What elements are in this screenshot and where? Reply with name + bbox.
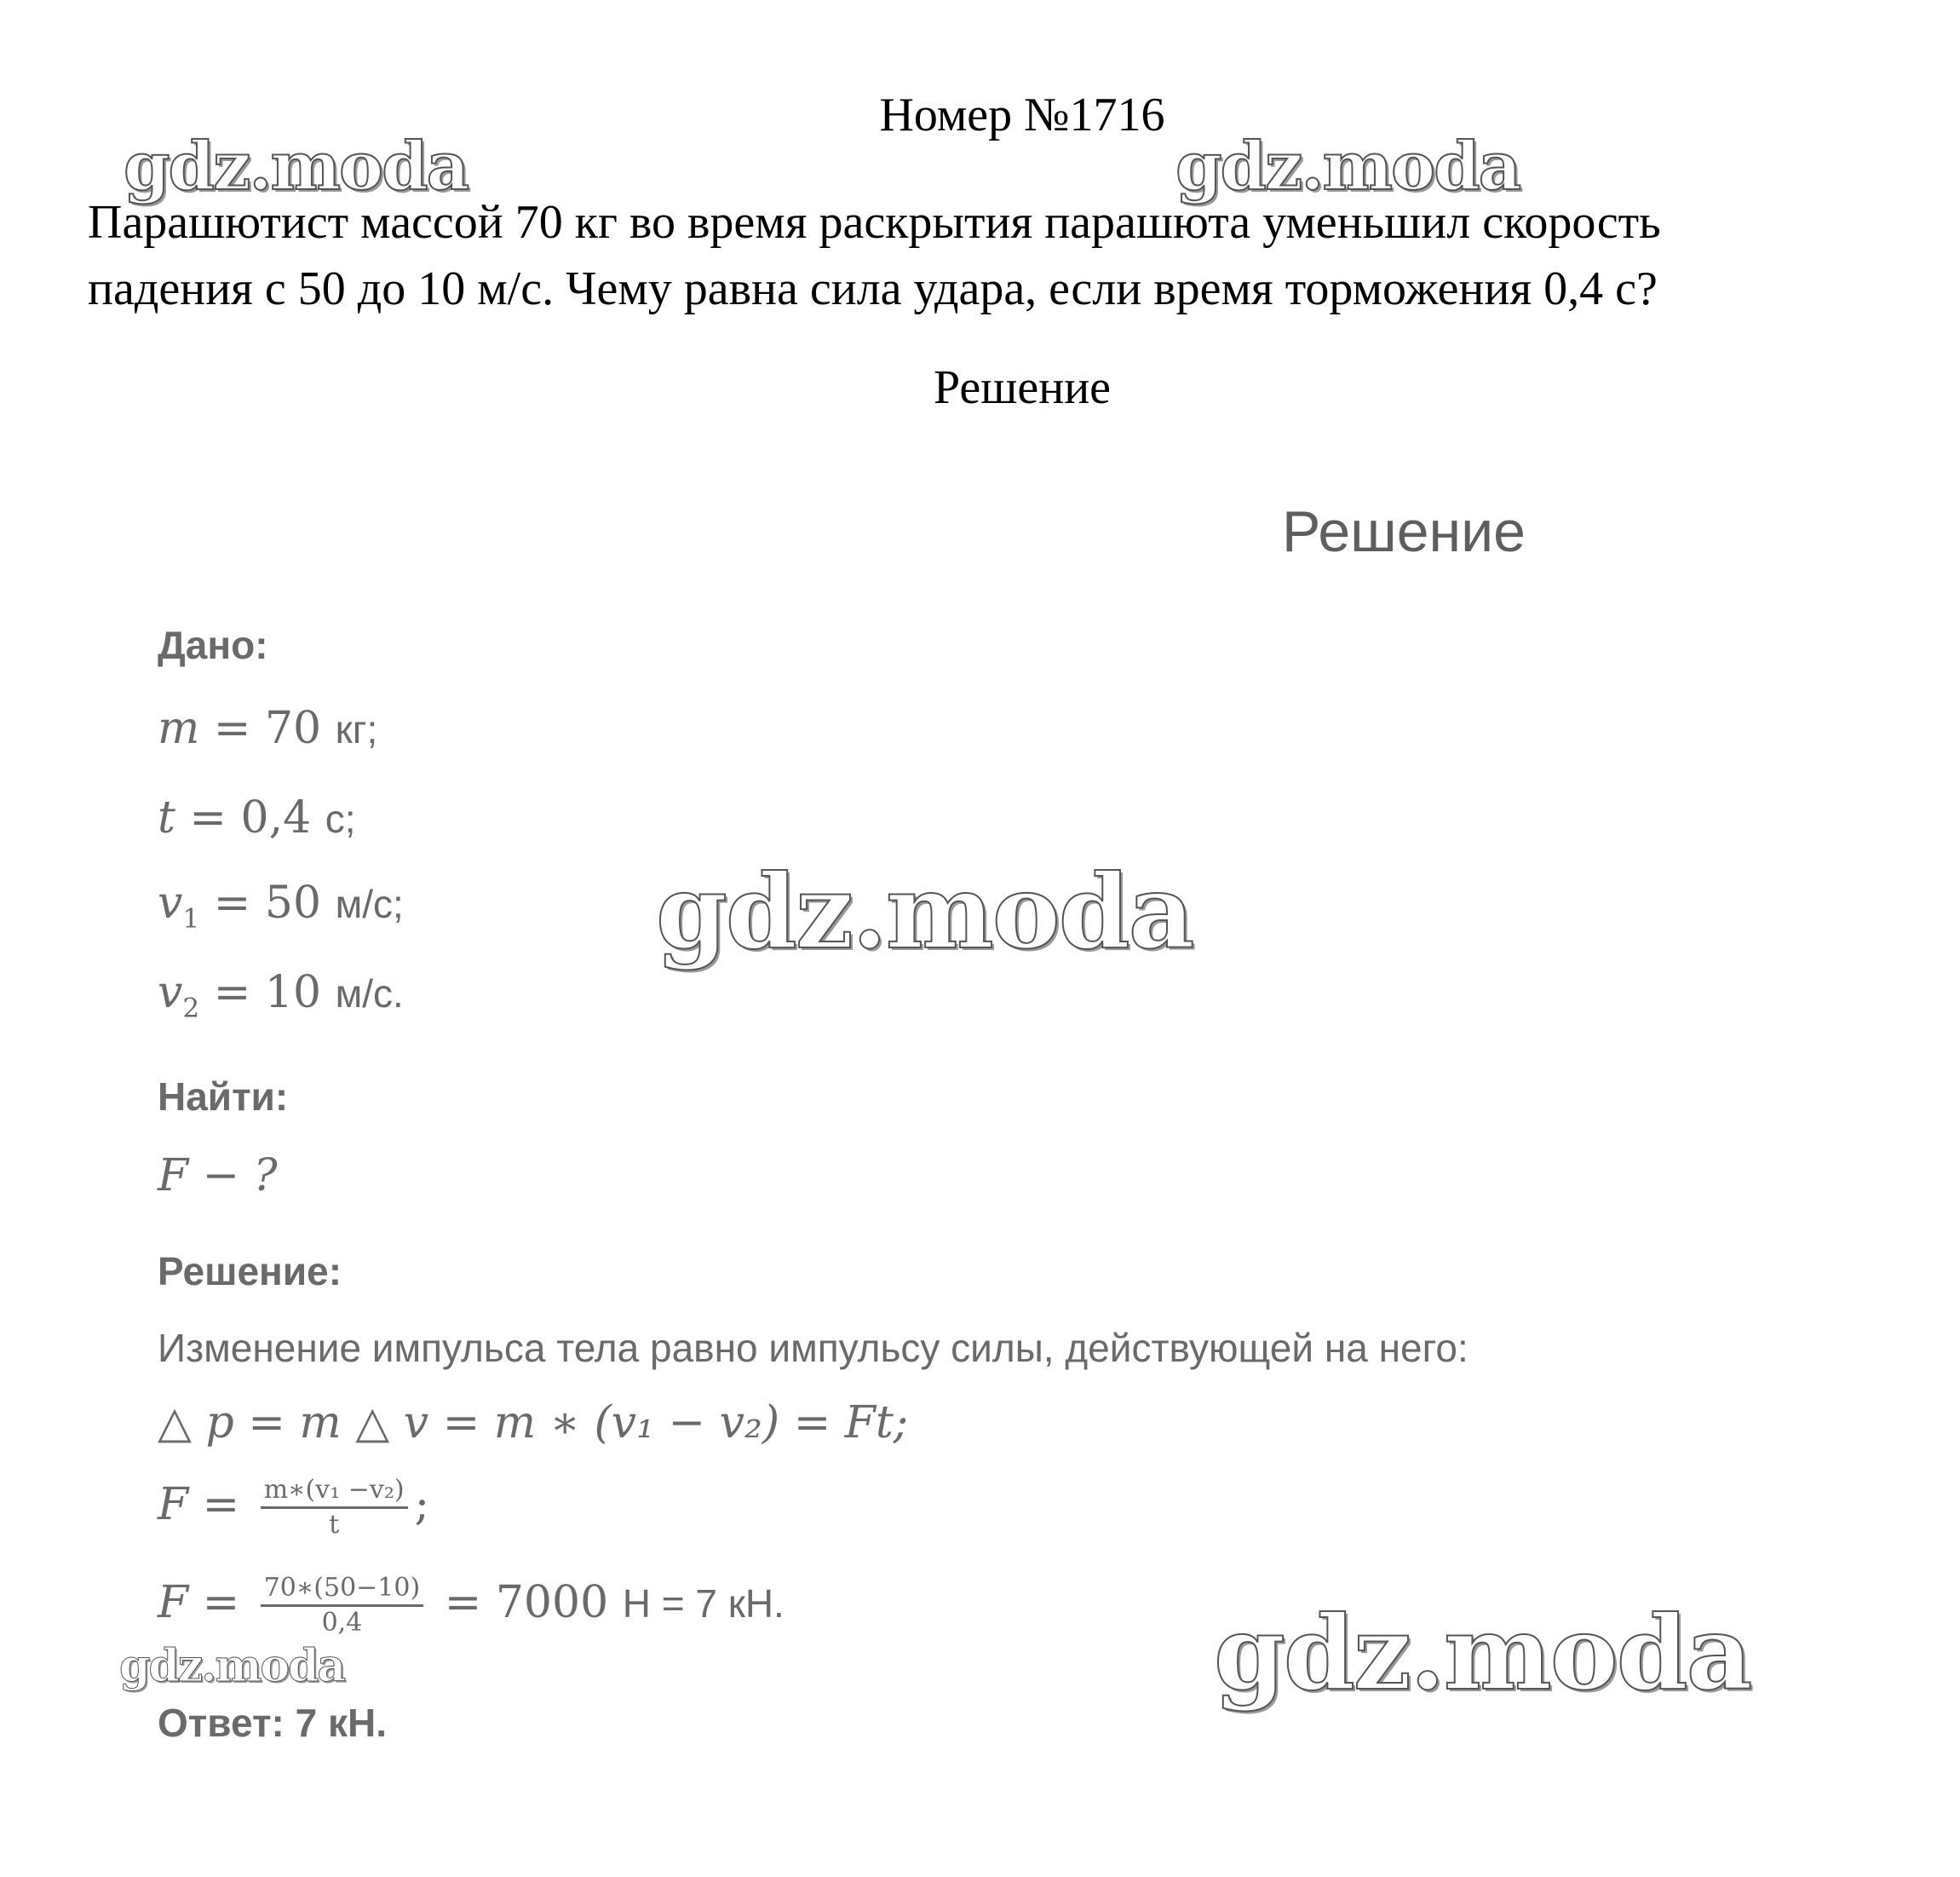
watermark: gdz.moda xyxy=(1214,1593,1751,1713)
solution-heading: Решение xyxy=(933,361,1112,414)
answer-text: Ответ: 7 кН. xyxy=(158,1701,387,1745)
given-time: t = 0,4 с; xyxy=(158,792,356,843)
page-title: Номер №1716 xyxy=(879,89,1165,141)
solution-screenshot xyxy=(158,494,1776,1772)
problem-line-1: Парашютист массой 70 кг во время раскрытия парашюта уменьшил скорость xyxy=(88,196,1661,249)
solution-label: Решение: xyxy=(158,1249,342,1293)
given-v2: $v_2 = 10$ м/с. xyxy=(158,967,404,1024)
watermark: gdz.moda xyxy=(1175,128,1520,205)
problem-statement xyxy=(88,189,1919,322)
given-mass: m = 70 кг; xyxy=(158,703,378,754)
screenshot-heading: Решение xyxy=(1282,499,1526,564)
watermark: gdz.moda xyxy=(656,852,1193,972)
watermark: gdz.moda xyxy=(124,128,468,205)
find-value: F − ? xyxy=(158,1150,278,1201)
given-v1: $v_1 = 50$ м/с; xyxy=(158,878,404,935)
equation-force-formula: F = $\frac{\text{m∗(v₁ −v₂)}}{t}$ ; xyxy=(158,1475,430,1540)
find-label: Найти: xyxy=(158,1074,289,1119)
equation-force-value: F = $\frac{70∗(50-10)}{0,4}$ = 7000 Н = 7 кН. xyxy=(158,1573,785,1638)
equation-momentum: △ p = m △ v = m ∗ (v₁ − v₂) = Ft; xyxy=(158,1397,909,1448)
problem-line-2: падения с 50 до 10 м/с. Чему равна сила удара, если время торможения 0,4 с? xyxy=(88,262,1658,315)
given-label: Дано: xyxy=(158,623,268,667)
watermark: gdz.moda xyxy=(119,1640,345,1692)
explanation-text: Изменение импульса тела равно импульсу силы, действующей на него: xyxy=(158,1326,1469,1370)
